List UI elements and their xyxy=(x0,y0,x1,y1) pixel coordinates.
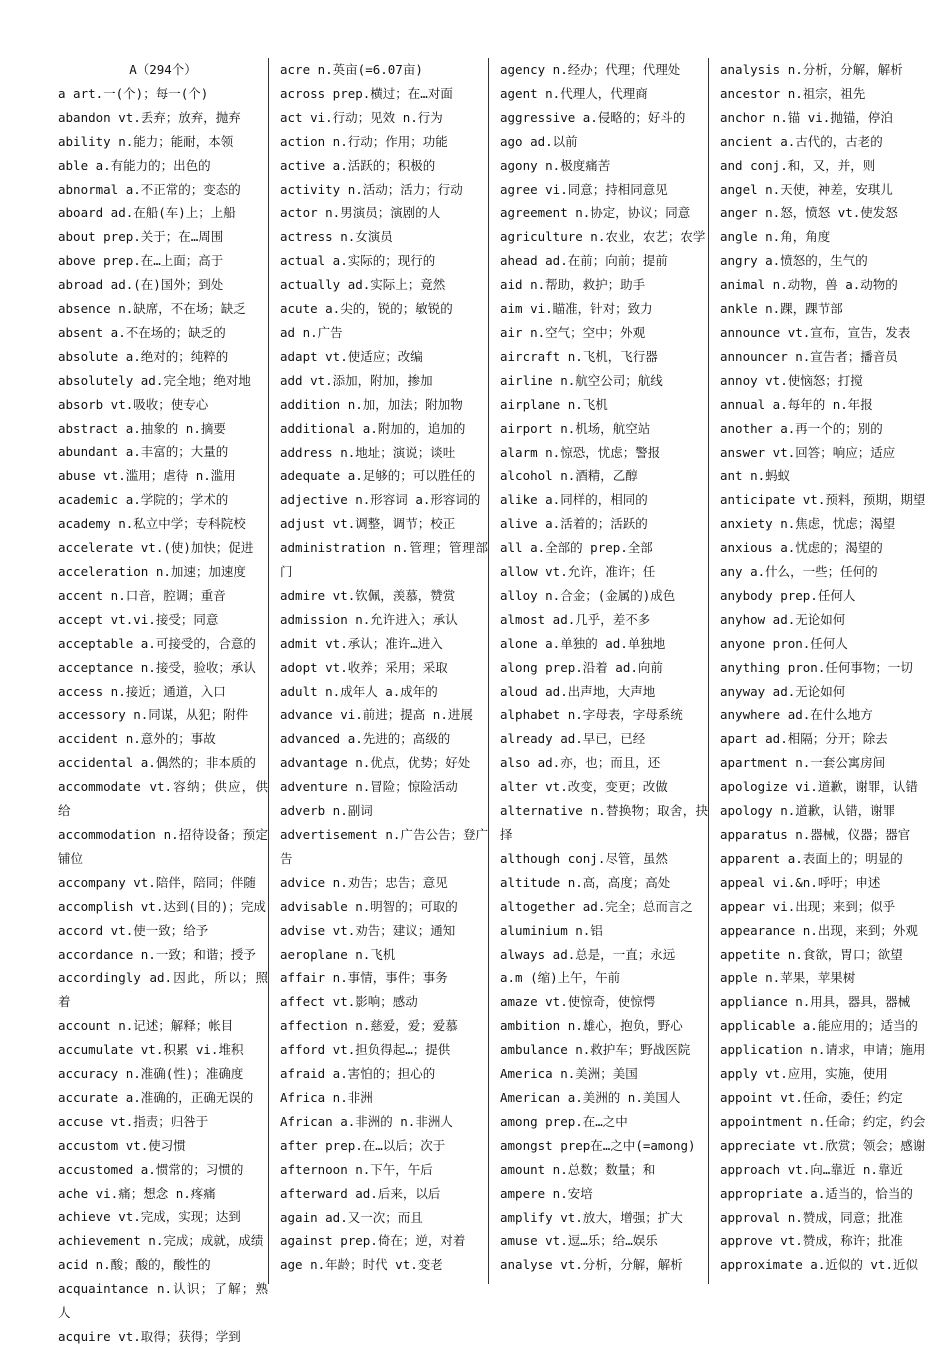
vocab-entry: alarm n.惊恐，忧虑；警报 xyxy=(500,444,661,460)
vocab-entry: actual a.实际的；现行的 xyxy=(280,253,436,269)
vocab-entry: acceptance n.接受，验收；承认 xyxy=(58,659,256,675)
vocab-entry: accomplish vt.达到(目的)；完成 xyxy=(58,898,266,914)
vocab-entry: advanced a.先进的；高级的 xyxy=(280,731,451,747)
vocab-entry: afternoon n.下午，午后 xyxy=(280,1161,433,1177)
vocab-entry: announcer n.宣告者；播音员 xyxy=(720,348,898,364)
vocab-entry: analyse vt.分析，分解，解析 xyxy=(500,1257,683,1273)
vocab-entry: absolutely ad.完全地；绝对地 xyxy=(58,372,251,388)
vocab-entry: adverb n.副词 xyxy=(280,803,373,819)
vocab-entry: acid n.酸；酸的，酸性的 xyxy=(58,1257,211,1273)
vocab-entry: advise vt.劝告；建议；通知 xyxy=(280,922,456,938)
vocab-entry: anyway ad.无论如何 xyxy=(720,683,846,699)
vocab-entry: airplane n.飞机 xyxy=(500,396,608,412)
vocab-entry: aboard ad.在船(车)上；上船 xyxy=(58,205,236,221)
vocab-entry: apart ad.相隔；分开；除去 xyxy=(720,731,888,747)
vocab-entry: absence n.缺席，不在场；缺乏 xyxy=(58,301,246,317)
vocab-entry: academy n.私立中学；专科院校 xyxy=(58,516,246,532)
vocab-entry: accurate a.准确的，正确无误的 xyxy=(58,1089,254,1105)
vocab-entry: appetite n.食欲，胃口；欲望 xyxy=(720,946,903,962)
vocab-entry: anchor n.锚 vi.抛锚，停泊 xyxy=(720,109,893,125)
vocab-entry: annoy vt.使恼怒；打搅 xyxy=(720,372,863,388)
vocab-entry: accord vt.使一致；给予 xyxy=(58,922,209,938)
vocab-entry: accordingly ad.因此，所以；照着 xyxy=(58,970,268,1010)
vocabulary-page xyxy=(48,58,928,1345)
vocab-entry: adult n.成年人 a.成年的 xyxy=(280,683,438,699)
vocab-entry: access n.接近；通道，入口 xyxy=(58,683,226,699)
vocab-entry: apologize vi.道歉，谢罪，认错 xyxy=(720,779,918,795)
vocab-entry: adventure n.冒险；惊险活动 xyxy=(280,779,458,795)
vocab-entry: amuse vt.逗…乐；给…娱乐 xyxy=(500,1233,658,1249)
vocab-entry: alter vt.改变，变更；改做 xyxy=(500,779,668,795)
vocab-entry: always ad.总是，一直；永远 xyxy=(500,946,676,962)
vocab-entry: ankle n.踝，踝节部 xyxy=(720,301,843,317)
vocab-entry: active a.活跃的；积极的 xyxy=(280,157,436,173)
vocab-entry: accustomed a.惯常的；习惯的 xyxy=(58,1161,244,1177)
vocab-entry: alike a.同样的，相同的 xyxy=(500,492,648,508)
vocab-entry: achievement n.完成；成就，成绩 xyxy=(58,1233,264,1249)
vocab-entry: able a.有能力的；出色的 xyxy=(58,157,211,173)
vocab-entry: ache vi.痛；想念 n.疼痛 xyxy=(58,1185,216,1201)
vocab-entry: admit vt.承认；准许…进入 xyxy=(280,635,443,651)
vocab-entry: appliance n.用具，器具，器械 xyxy=(720,994,911,1010)
vocab-entry: accuse vt.指责；归咎于 xyxy=(58,1113,209,1129)
vocab-entry: accept vt.vi.接受；同意 xyxy=(58,611,219,627)
vocab-entry: appearance n.出现，来到；外观 xyxy=(720,922,918,938)
vocab-entry: anger n.怒，愤怒 vt.使发怒 xyxy=(720,205,898,221)
vocab-entry: address n.地址；演说；谈吐 xyxy=(280,444,456,460)
vocab-entry: almost ad.几乎，差不多 xyxy=(500,611,651,627)
vocab-entry: angry a.愤怒的，生气的 xyxy=(720,253,868,269)
vocab-entry: ampere n.安培 xyxy=(500,1185,593,1201)
vocab-entry: ancestor n.祖宗，祖先 xyxy=(720,85,866,101)
vocab-entry: activity n.活动；活力；行动 xyxy=(280,181,463,197)
vocab-entry: Africa n.非洲 xyxy=(280,1089,373,1105)
vocab-entry: airline n.航空公司；航线 xyxy=(500,372,663,388)
vocab-entry: accent n.口音，腔调；重音 xyxy=(58,587,226,603)
vocab-entry: actually ad.实际上；竟然 xyxy=(280,277,446,293)
vocab-entry: anywhere ad.在什么地方 xyxy=(720,707,873,723)
vocab-entry: African a.非洲的 n.非洲人 xyxy=(280,1113,453,1129)
vocab-entry: affair n.事情，事件；事务 xyxy=(280,970,448,986)
vocab-entry: agree vi.同意；持相同意见 xyxy=(500,181,668,197)
vocab-entry: afford vt.担负得起…；提供 xyxy=(280,1042,451,1058)
vocab-entry: ago ad.以前 xyxy=(500,133,578,149)
vocab-entry: after prep.在…以后；次于 xyxy=(280,1137,446,1153)
vocab-entry: accessory n.同谋，从犯；附件 xyxy=(58,707,249,723)
vocab-entry: air n.空气；空中；外观 xyxy=(500,324,646,340)
vocab-entry: among prep.在…之中 xyxy=(500,1113,628,1129)
column-3 xyxy=(488,58,708,1284)
vocab-entry: achieve vt.完成，实现；达到 xyxy=(58,1209,241,1225)
vocab-entry: airport n.机场，航空站 xyxy=(500,420,651,436)
vocab-entry: alternative n.替换物；取舍，抉择 xyxy=(500,803,708,842)
vocab-entry: America n.美洲；美国 xyxy=(500,1066,638,1082)
vocab-entry: allow vt.允许，准许；任 xyxy=(500,564,656,580)
vocab-entry: anticipate vt.预料，预期，期望 xyxy=(720,492,926,508)
vocab-entry: anyhow ad.无论如何 xyxy=(720,611,846,627)
vocab-entry: across prep.横过；在…对面 xyxy=(280,85,453,101)
vocab-entry: apartment n.一套公寓房间 xyxy=(720,755,886,771)
vocab-entry: alone a.单独的 ad.单独地 xyxy=(500,635,666,651)
vocab-entry: alloy n.合金；(金属的)成色 xyxy=(500,587,676,603)
vocab-entry: abnormal a.不正常的；变态的 xyxy=(58,181,241,197)
vocab-entry: appear vi.出现；来到；似乎 xyxy=(720,898,896,914)
vocab-entry: ancient a.古代的，古老的 xyxy=(720,133,883,149)
vocab-entry: agent n.代理人，代理商 xyxy=(500,85,648,101)
vocab-entry: abandon vt.丢弃；放弃，抛弃 xyxy=(58,109,241,125)
vocab-entry: advice n.劝告；忠告；意见 xyxy=(280,874,448,890)
vocab-entry: ant n.蚂蚁 xyxy=(720,468,791,484)
vocab-entry: aid n.帮助，救护；助手 xyxy=(500,277,646,293)
vocab-entry: also ad.亦，也；而且，还 xyxy=(500,755,661,771)
vocab-entry: acceleration n.加速；加速度 xyxy=(58,564,246,580)
vocab-entry: advantage n.优点，优势；好处 xyxy=(280,755,471,771)
vocab-entry: appeal vi.&n.呼吁；申述 xyxy=(720,874,881,890)
vocab-entry: answer vt.回答；响应；适应 xyxy=(720,444,896,460)
vocab-entry: aluminium n.铝 xyxy=(500,922,603,938)
vocab-entry: accumulate vt.积累 vi.堆积 xyxy=(58,1042,244,1058)
vocab-entry: adapt vt.使适应；改编 xyxy=(280,348,423,364)
vocab-entry: administration n.管理；管理部门 xyxy=(280,540,488,580)
vocab-entry: ambulance n.救护车；野战医院 xyxy=(500,1042,691,1058)
vocab-entry: accommodate vt.容纳；供应，供给 xyxy=(58,779,268,819)
vocab-entry: actor n.男演员；演剧的人 xyxy=(280,205,441,221)
vocab-entry: a.m (缩)上午，午前 xyxy=(500,970,621,986)
vocab-entry: ahead ad.在前；向前；提前 xyxy=(500,253,668,269)
vocab-entry: adequate a.足够的；可以胜任的 xyxy=(280,468,476,484)
vocab-entry: agriculture n.农业，农艺；农学 xyxy=(500,229,706,245)
vocab-entry: appropriate a.适当的，恰当的 xyxy=(720,1185,913,1201)
vocab-entry: absent a.不在场的；缺乏的 xyxy=(58,324,226,340)
column-1 xyxy=(48,58,268,1345)
column-2 xyxy=(268,58,488,1284)
column-4 xyxy=(708,58,928,1284)
vocab-entry: abroad ad.(在)国外；到处 xyxy=(58,277,224,293)
vocab-entry: appreciate vt.欣赏；领会；感谢 xyxy=(720,1137,926,1153)
section-heading: A（294个） xyxy=(129,62,197,77)
vocab-entry: accordance n.一致；和谐；授予 xyxy=(58,946,256,962)
vocab-entry: agony n.极度痛苦 xyxy=(500,157,611,173)
vocab-entry: anything pron.任何事物；一切 xyxy=(720,659,913,675)
vocab-entry: advance vi.前进；提高 n.进展 xyxy=(280,707,473,723)
vocab-entry: about prep.关于；在…周围 xyxy=(58,229,224,245)
vocab-entry: a art.一(个)；每一(个) xyxy=(58,85,209,101)
vocab-entry: age n.年龄；时代 vt.变老 xyxy=(280,1257,443,1273)
vocab-entry: aeroplane n.飞机 xyxy=(280,946,396,962)
vocab-entry: account n.记述；解释；帐目 xyxy=(58,1018,234,1034)
vocab-entry: advertisement n.广告公告；登广告 xyxy=(280,827,488,866)
vocab-entry: appoint vt.任命，委任；约定 xyxy=(720,1089,903,1105)
vocab-entry: annual a.每年的 n.年报 xyxy=(720,396,873,412)
vocab-entry: aggressive a.侵略的；好斗的 xyxy=(500,109,686,125)
vocab-entry: animal n.动物，兽 a.动物的 xyxy=(720,277,898,293)
vocab-entry: acquire vt.取得；获得；学到 xyxy=(58,1329,241,1345)
vocab-entry: advisable n.明智的；可取的 xyxy=(280,898,458,914)
vocab-entry: acquaintance n.认识；了解；熟人 xyxy=(58,1281,268,1321)
vocab-entry: accustom vt.使习惯 xyxy=(58,1137,186,1153)
vocab-entry: amplify vt.放大，增强；扩大 xyxy=(500,1209,683,1225)
vocab-entry: anxiety n.焦虑，忧虑；渴望 xyxy=(720,516,896,532)
vocab-entry: already ad.早已，已经 xyxy=(500,731,646,747)
vocab-entry: aim vi.瞄准，针对；致力 xyxy=(500,301,653,317)
vocab-entry: adjust vt.调整，调节；校正 xyxy=(280,516,456,532)
vocab-entry: aloud ad.出声地，大声地 xyxy=(500,683,656,699)
vocab-entry: acute a.尖的，锐的；敏锐的 xyxy=(280,301,453,317)
vocab-entry: ambition n.雄心，抱负，野心 xyxy=(500,1018,683,1034)
vocab-entry: abstract a.抽象的 n.摘要 xyxy=(58,420,226,436)
vocab-entry: acre n.英亩(=6.07亩) xyxy=(280,62,423,77)
vocab-entry: absolute a.绝对的；纯粹的 xyxy=(58,348,229,364)
vocab-entry: afraid a.害怕的；担心的 xyxy=(280,1066,436,1082)
vocab-entry: altitude n.高，高度；高处 xyxy=(500,874,671,890)
vocab-entry: applicable a.能应用的；适当的 xyxy=(720,1018,918,1034)
vocab-entry: ability n.能力；能耐，本领 xyxy=(58,133,234,149)
vocab-entry: announce vt.宣布，宣告，发表 xyxy=(720,324,911,340)
vocab-entry: affect vt.影响；感动 xyxy=(280,994,418,1010)
vocab-entry: analysis n.分析，分解，解析 xyxy=(720,62,903,77)
vocab-entry: actress n.女演员 xyxy=(280,229,393,245)
vocab-entry: apology n.道歉，认错，谢罪 xyxy=(720,803,896,819)
vocab-entry: accompany vt.陪伴，陪同；伴随 xyxy=(58,874,256,890)
vocab-entry: and conj.和，又，并，则 xyxy=(720,157,876,173)
vocab-entry: approve vt.赞成，称许；批准 xyxy=(720,1233,903,1249)
vocab-entry: altogether ad.完全；总而言之 xyxy=(500,898,693,914)
vocab-entry: act vi.行动；见效 n.行为 xyxy=(280,109,443,125)
vocab-entry: abuse vt.滥用；虐待 n.滥用 xyxy=(58,468,236,484)
vocab-entry: accuracy n.准确(性)；准确度 xyxy=(58,1066,244,1082)
vocab-entry: angle n.角，角度 xyxy=(720,229,831,245)
vocab-entry: approach vt.向…靠近 n.靠近 xyxy=(720,1161,903,1177)
vocab-entry: American a.美洲的 n.美国人 xyxy=(500,1089,681,1105)
vocab-entry: academic a.学院的；学术的 xyxy=(58,492,229,508)
vocab-entry: ad n.广告 xyxy=(280,324,343,340)
vocab-entry: accidental a.偶然的；非本质的 xyxy=(58,755,256,771)
vocab-entry: apparatus n.器械，仪器；器官 xyxy=(720,827,911,842)
vocab-entry: anybody prep.任何人 xyxy=(720,587,856,603)
vocab-entry: acceptable a.可接受的，合意的 xyxy=(58,635,256,651)
vocab-entry: angel n.天使，神差，安琪儿 xyxy=(720,181,893,197)
vocab-entry: add vt.添加，附加，掺加 xyxy=(280,372,433,388)
vocab-entry: admission n.允许进入；承认 xyxy=(280,611,458,627)
vocab-entry: anyone pron.任何人 xyxy=(720,635,848,651)
vocab-entry: afterward ad.后来，以后 xyxy=(280,1185,441,1201)
vocab-entry: agreement n.协定，协议；同意 xyxy=(500,205,691,221)
vocab-entry: action n.行动；作用；功能 xyxy=(280,133,448,149)
vocab-entry: appointment n.任命；约定，约会 xyxy=(720,1113,926,1129)
vocab-entry: absorb vt.吸收；使专心 xyxy=(58,396,209,412)
vocab-entry: although conj.尽管，虽然 xyxy=(500,850,668,866)
vocab-entry: aircraft n.飞机，飞行器 xyxy=(500,348,658,364)
vocab-entry: apply vt.应用，实施，使用 xyxy=(720,1066,888,1082)
vocab-entry: amongst prep在…之中(=among) xyxy=(500,1137,696,1153)
vocab-entry: above prep.在…上面；高于 xyxy=(58,253,224,269)
vocab-entry: abundant a.丰富的；大量的 xyxy=(58,444,229,460)
vocab-entry: accommodation n.招待设备；预定铺位 xyxy=(58,826,268,866)
vocab-entry: approval n.赞成，同意；批准 xyxy=(720,1209,903,1225)
vocab-entry: any a.什么，一些；任何的 xyxy=(720,564,878,580)
vocab-entry: adopt vt.收养；采用；采取 xyxy=(280,659,448,675)
vocab-entry: alphabet n.字母表，字母系统 xyxy=(500,707,683,723)
vocab-entry: amount n.总数；数量；和 xyxy=(500,1161,656,1177)
vocab-entry: accelerate vt.(使)加快；促进 xyxy=(58,540,254,556)
vocab-entry: additional a.附加的，追加的 xyxy=(280,420,466,436)
vocab-entry: admire vt.钦佩，羡慕，赞赏 xyxy=(280,587,456,603)
vocab-entry: apparent a.表面上的；明显的 xyxy=(720,850,903,866)
vocab-entry: addition n.加，加法；附加物 xyxy=(280,396,463,412)
vocab-entry: amaze vt.使惊奇，使惊愕 xyxy=(500,994,656,1010)
vocab-entry: against prep.倚在；逆，对着 xyxy=(280,1233,466,1249)
vocab-entry: alive a.活着的；活跃的 xyxy=(500,516,648,532)
vocab-entry: agency n.经办；代理；代理处 xyxy=(500,62,681,77)
vocab-entry: alcohol n.酒精，乙醇 xyxy=(500,468,638,484)
vocab-entry: along prep.沿着 ad.向前 xyxy=(500,659,663,675)
vocab-entry: all a.全部的 prep.全部 xyxy=(500,540,653,556)
vocab-entry: again ad.又一次；而且 xyxy=(280,1209,423,1225)
vocab-entry: approximate a.近似的 vt.近似 xyxy=(720,1257,918,1273)
vocab-entry: affection n.慈爱，爱；爱慕 xyxy=(280,1018,458,1034)
vocab-entry: another a.再一个的；别的 xyxy=(720,420,883,436)
vocab-entry: adjective n.形容词 a.形容词的 xyxy=(280,492,481,508)
vocab-entry: apple n.苹果，苹果树 xyxy=(720,970,856,986)
vocab-entry: accident n.意外的；事故 xyxy=(58,731,216,747)
vocab-entry: anxious a.忧虑的；渴望的 xyxy=(720,540,883,556)
vocab-entry: application n.请求，申请；施用 xyxy=(720,1042,926,1058)
